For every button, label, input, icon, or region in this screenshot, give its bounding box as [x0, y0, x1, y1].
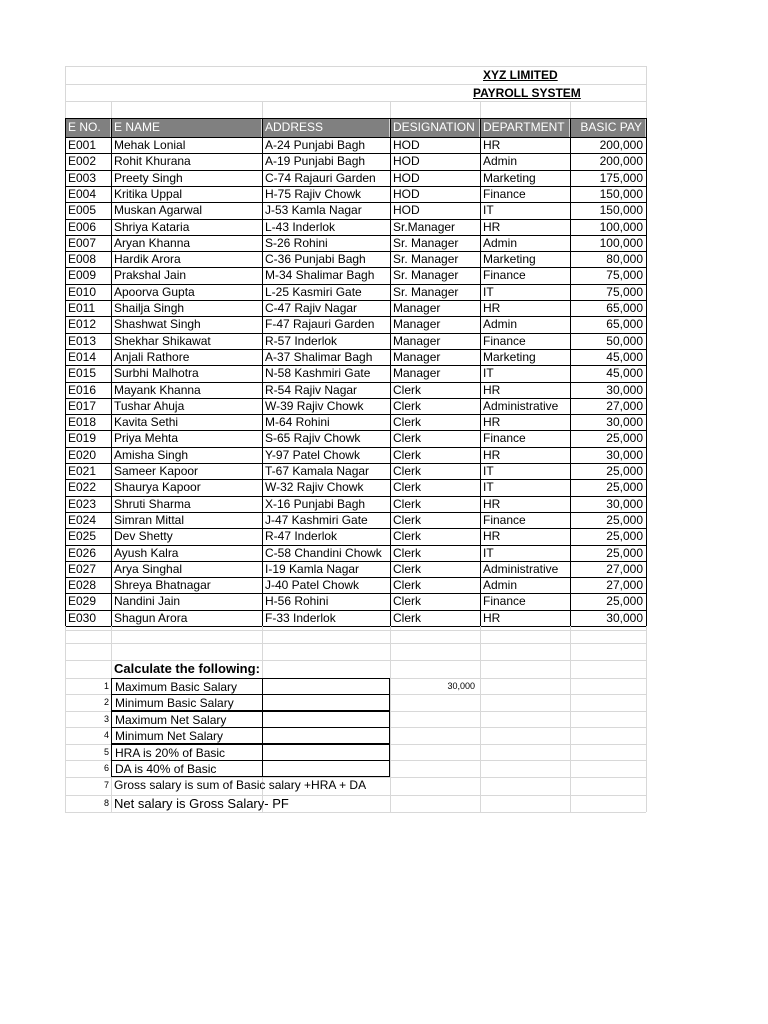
calc-index: 3 — [103, 714, 109, 724]
table-cell[interactable]: 27,000 — [606, 561, 643, 576]
payroll-system-title: PAYROLL SYSTEM — [473, 86, 581, 100]
table-cell[interactable]: Clerk — [393, 480, 422, 495]
grid-line — [65, 512, 646, 513]
table-cell[interactable]: Tushar Ahuja — [114, 398, 185, 413]
table-cell[interactable]: Admin — [483, 317, 518, 332]
table-cell[interactable]: Sr. Manager — [393, 235, 459, 250]
table-cell[interactable]: Finance — [483, 186, 526, 201]
table-cell[interactable]: C-58 Chandini Chowk — [265, 545, 382, 560]
table-cell[interactable]: 25,000 — [606, 529, 643, 544]
grid-line — [646, 626, 647, 812]
table-cell[interactable]: 150,000 — [599, 203, 643, 218]
table-cell[interactable]: Clerk — [393, 464, 422, 478]
table-cell[interactable]: 30,000 — [606, 415, 643, 430]
table-cell[interactable]: Admin — [483, 578, 518, 593]
table-cell[interactable]: Manager — [393, 317, 441, 332]
table-cell[interactable]: E009 — [68, 268, 97, 283]
table-cell[interactable]: X-16 Punjabi Bagh — [265, 496, 366, 511]
table-cell[interactable]: Mayank Khanna — [114, 382, 201, 397]
table-cell[interactable]: 200,000 — [599, 154, 643, 169]
table-cell[interactable]: E022 — [68, 480, 97, 495]
table-cell[interactable]: Y-97 Patel Chowk — [265, 447, 360, 462]
table-cell[interactable]: 65,000 — [606, 317, 643, 332]
result-value: 30,000 — [447, 681, 475, 691]
table-cell[interactable]: E028 — [68, 578, 97, 593]
table-cell[interactable]: M-34 Shalimar Bagh — [265, 268, 375, 283]
table-cell[interactable]: Preety Singh — [114, 170, 183, 185]
table-cell[interactable]: IT — [483, 464, 494, 478]
table-cell[interactable]: C-74 Rajauri Garden — [265, 170, 376, 185]
grid-line — [65, 577, 646, 578]
table-cell[interactable]: Sr. Manager — [393, 252, 459, 267]
table-cell[interactable]: E024 — [68, 512, 97, 527]
table-cell[interactable]: Clerk — [393, 382, 422, 397]
table-cell[interactable]: R-57 Inderlok — [265, 333, 338, 348]
table-cell[interactable]: Shruti Sharma — [114, 496, 191, 511]
table-cell[interactable]: E012 — [68, 317, 97, 332]
grid-line — [65, 186, 646, 187]
calc-input[interactable] — [262, 694, 390, 711]
grid-line — [65, 66, 646, 67]
table-cell[interactable]: E005 — [68, 203, 97, 218]
grid-line — [65, 430, 646, 431]
grid-line — [65, 463, 646, 464]
grid-line — [646, 118, 647, 626]
calc-index: 1 — [103, 681, 109, 691]
table-cell[interactable]: R-47 Inderlok — [265, 529, 338, 544]
table-cell[interactable]: L-25 Kasmiri Gate — [265, 284, 362, 299]
grid-line — [65, 561, 646, 562]
table-cell[interactable]: L-43 Inderlok — [265, 219, 336, 234]
table-cell[interactable]: E018 — [68, 415, 97, 430]
table-cell[interactable]: IT — [483, 545, 494, 560]
table-cell[interactable]: E014 — [68, 349, 97, 364]
table-cell[interactable]: Mehak Lonial — [114, 138, 186, 152]
table-cell[interactable]: Anjali Rathore — [114, 349, 190, 364]
table-cell[interactable]: Clerk — [393, 610, 422, 625]
calc-label: DA is 40% of Basic — [111, 760, 262, 777]
table-cell[interactable]: Dev Shetty — [114, 529, 173, 544]
table-cell[interactable]: Administrative — [483, 398, 559, 413]
table-cell[interactable]: E007 — [68, 235, 97, 250]
table-cell[interactable]: Marketing — [483, 349, 536, 364]
table-cell[interactable]: F-33 Inderlok — [265, 610, 336, 625]
grid-line — [390, 118, 391, 626]
table-cell[interactable]: Hardik Arora — [114, 252, 181, 267]
table-cell[interactable]: Sr.Manager — [393, 219, 456, 234]
grid-line — [570, 626, 571, 812]
table-cell[interactable]: 45,000 — [606, 366, 643, 381]
calc-input[interactable] — [262, 760, 390, 777]
table-cell[interactable]: 80,000 — [606, 252, 643, 267]
grid-line — [65, 496, 646, 497]
table-cell[interactable]: Amisha Singh — [114, 447, 189, 462]
calc-title: Calculate the following: — [114, 661, 260, 676]
table-cell[interactable]: HR — [483, 415, 501, 430]
company-title: XYZ LIMITED — [483, 68, 558, 82]
grid-line — [65, 382, 646, 383]
grid-line — [262, 101, 263, 118]
table-cell[interactable]: Shaurya Kapoor — [114, 480, 201, 495]
grid-line — [570, 118, 571, 626]
table-cell[interactable]: E016 — [68, 382, 97, 397]
table-cell[interactable]: Marketing — [483, 170, 536, 185]
table-cell[interactable]: HR — [483, 301, 501, 315]
table-cell[interactable]: E002 — [68, 154, 97, 169]
grid-line — [65, 101, 646, 102]
table-cell[interactable]: IT — [483, 203, 494, 218]
table-cell[interactable]: E001 — [68, 138, 97, 152]
grid-line — [480, 626, 481, 812]
table-cell[interactable]: Finance — [483, 431, 526, 446]
table-cell[interactable]: E008 — [68, 252, 97, 267]
table-cell[interactable]: E023 — [68, 496, 97, 511]
grid-line — [65, 316, 646, 317]
grid-line — [262, 118, 263, 626]
grid-line — [65, 202, 646, 203]
table-cell[interactable]: E010 — [68, 284, 97, 299]
table-cell[interactable]: E025 — [68, 529, 97, 544]
column-header[interactable]: E NAME — [111, 118, 262, 137]
table-cell[interactable]: Manager — [393, 333, 441, 348]
table-cell[interactable]: T-67 Kamala Nagar — [265, 464, 370, 478]
table-cell[interactable]: 75,000 — [606, 284, 643, 299]
table-cell[interactable]: E026 — [68, 545, 97, 560]
table-cell[interactable]: E029 — [68, 594, 97, 609]
table-cell[interactable]: W-32 Rajiv Chowk — [265, 480, 364, 495]
table-cell[interactable]: Shagun Arora — [114, 610, 188, 625]
calc-input[interactable] — [262, 744, 390, 761]
table-cell[interactable]: Clerk — [393, 496, 422, 511]
grid-line — [65, 626, 646, 627]
calc-input[interactable] — [262, 727, 390, 744]
calc-index: 2 — [103, 697, 109, 707]
table-cell[interactable]: Sr. Manager — [393, 284, 459, 299]
table-cell[interactable]: HR — [483, 138, 501, 152]
grid-line — [65, 235, 646, 236]
grid-line — [570, 101, 571, 118]
grid-line — [65, 66, 66, 118]
table-cell[interactable]: 150,000 — [599, 186, 643, 201]
table-cell[interactable]: Sr. Manager — [393, 268, 459, 283]
table-cell[interactable]: 100,000 — [599, 219, 643, 234]
calc-index: 6 — [103, 763, 109, 773]
table-cell[interactable]: E006 — [68, 219, 97, 234]
column-header[interactable]: DEPARTMENT — [480, 118, 570, 137]
grid-line — [65, 284, 646, 285]
calc-index: 5 — [103, 747, 109, 757]
table-cell[interactable]: Administrative — [483, 561, 559, 576]
grid-line — [65, 479, 646, 480]
grid-line — [65, 170, 646, 171]
column-header[interactable]: E NO. — [65, 118, 111, 137]
grid-line — [111, 101, 112, 118]
table-cell[interactable]: Clerk — [393, 512, 422, 527]
calc-input[interactable] — [262, 711, 390, 728]
calc-label: HRA is 20% of Basic — [111, 744, 262, 761]
table-cell[interactable]: J-53 Kamla Nagar — [265, 203, 362, 218]
table-cell[interactable]: E003 — [68, 170, 97, 185]
table-cell[interactable]: Apoorva Gupta — [114, 284, 195, 299]
grid-line — [65, 812, 646, 813]
grid-line — [65, 300, 646, 301]
table-cell[interactable]: R-54 Rajiv Nagar — [265, 382, 358, 397]
table-cell[interactable]: E021 — [68, 464, 97, 478]
table-cell[interactable]: J-40 Patel Chowk — [265, 578, 360, 593]
grid-line — [65, 398, 646, 399]
table-cell[interactable]: HR — [483, 382, 501, 397]
calc-label: Maximum Net Salary — [111, 711, 262, 728]
table-cell[interactable]: Shreya Bhatnagar — [114, 578, 211, 593]
table-cell[interactable]: Clerk — [393, 447, 422, 462]
grid-line — [646, 66, 647, 118]
table-cell[interactable]: S-26 Rohini — [265, 235, 328, 250]
table-cell[interactable]: HOD — [393, 154, 420, 169]
grid-line — [65, 610, 646, 611]
table-cell[interactable]: Shashwat Singh — [114, 317, 201, 332]
table-cell[interactable]: F-47 Rajauri Garden — [265, 317, 375, 332]
table-cell[interactable]: Admin — [483, 154, 518, 169]
table-cell[interactable]: E004 — [68, 186, 97, 201]
table-cell[interactable]: 65,000 — [606, 301, 643, 315]
grid-line — [65, 414, 646, 415]
table-cell[interactable]: 50,000 — [606, 333, 643, 348]
table-cell[interactable]: 27,000 — [606, 578, 643, 593]
table-cell[interactable]: 30,000 — [606, 447, 643, 462]
grid-line — [65, 118, 646, 119]
table-cell[interactable]: HR — [483, 529, 501, 544]
table-cell[interactable]: Finance — [483, 512, 526, 527]
table-cell[interactable]: HOD — [393, 203, 420, 218]
calc-label: Maximum Basic Salary — [111, 678, 262, 695]
grid-line — [65, 267, 646, 268]
calc-input[interactable] — [262, 678, 390, 695]
column-header[interactable]: ADDRESS — [262, 118, 390, 137]
table-cell[interactable]: HOD — [393, 138, 420, 152]
table-cell[interactable]: Clerk — [393, 561, 422, 576]
table-cell[interactable]: 25,000 — [606, 431, 643, 446]
grid-line — [65, 528, 646, 529]
table-cell[interactable]: Manager — [393, 301, 441, 315]
table-cell[interactable]: C-36 Punjabi Bagh — [265, 252, 366, 267]
table-cell[interactable]: Aryan Khanna — [114, 235, 191, 250]
grid-line — [65, 137, 646, 138]
grid-line — [390, 101, 391, 118]
table-cell[interactable]: 200,000 — [599, 138, 643, 152]
grid-line — [65, 593, 646, 594]
table-cell[interactable]: 175,000 — [599, 170, 643, 185]
grid-line — [480, 101, 481, 118]
calc-index: 8 — [103, 798, 109, 808]
table-cell[interactable]: 100,000 — [599, 235, 643, 250]
grid-line — [65, 349, 646, 350]
table-cell[interactable]: Shekhar Shikawat — [114, 333, 211, 348]
table-cell[interactable]: 45,000 — [606, 349, 643, 364]
table-cell[interactable]: Finance — [483, 594, 526, 609]
table-cell[interactable]: IT — [483, 480, 494, 495]
grid-line — [65, 153, 646, 154]
table-cell[interactable]: HOD — [393, 170, 420, 185]
table-cell[interactable]: Clerk — [393, 431, 422, 446]
grid-line — [65, 251, 646, 252]
table-cell[interactable]: E013 — [68, 333, 97, 348]
table-cell[interactable]: A-19 Punjabi Bagh — [265, 154, 366, 169]
table-cell[interactable]: S-65 Rajiv Chowk — [265, 431, 361, 446]
table-cell[interactable]: Clerk — [393, 594, 422, 609]
table-cell[interactable]: M-64 Rohini — [265, 415, 330, 430]
table-cell[interactable]: Manager — [393, 366, 441, 381]
table-cell[interactable]: Shailja Singh — [114, 301, 185, 315]
table-cell[interactable]: E020 — [68, 447, 97, 462]
grid-line — [111, 118, 112, 626]
table-cell[interactable]: 25,000 — [606, 545, 643, 560]
table-cell[interactable]: J-47 Kashmiri Gate — [265, 512, 368, 527]
table-cell[interactable]: HR — [483, 496, 501, 511]
table-cell[interactable]: 30,000 — [606, 496, 643, 511]
table-cell[interactable]: Shriya Kataria — [114, 219, 190, 234]
table-cell[interactable]: E017 — [68, 398, 97, 413]
table-cell[interactable]: E015 — [68, 366, 97, 381]
table-cell[interactable]: E030 — [68, 610, 97, 625]
table-cell[interactable]: Marketing — [483, 252, 536, 267]
grid-line — [65, 118, 66, 626]
table-cell[interactable]: C-47 Rajiv Nagar — [265, 301, 358, 315]
table-cell[interactable]: Admin — [483, 235, 518, 250]
table-cell[interactable]: 25,000 — [606, 464, 643, 478]
grid-line — [65, 333, 646, 334]
column-header[interactable]: BASIC PAY — [570, 118, 646, 137]
table-cell[interactable]: Muskan Agarwal — [114, 203, 203, 218]
table-cell[interactable]: Surbhi Malhotra — [114, 366, 199, 381]
table-cell[interactable]: IT — [483, 366, 494, 381]
table-cell[interactable]: Arya Singhal — [114, 561, 183, 576]
table-cell[interactable]: Clerk — [393, 578, 422, 593]
table-cell[interactable]: HR — [483, 447, 501, 462]
calc-index: 7 — [103, 780, 109, 790]
table-cell[interactable]: Manager — [393, 349, 441, 364]
table-cell[interactable]: HOD — [393, 186, 420, 201]
table-cell[interactable]: E011 — [68, 301, 96, 315]
table-cell[interactable]: N-58 Kashmiri Gate — [265, 366, 371, 381]
table-cell[interactable]: Clerk — [393, 545, 422, 560]
grid-line — [65, 365, 646, 366]
calc-label: Minimum Basic Salary — [111, 694, 262, 711]
table-cell[interactable]: W-39 Rajiv Chowk — [265, 398, 364, 413]
grid-line — [65, 545, 646, 546]
grid-line — [65, 643, 646, 644]
table-cell[interactable]: Kavita Sethi — [114, 415, 179, 430]
table-cell[interactable]: HR — [483, 610, 501, 625]
column-header[interactable]: DESIGNATION — [390, 118, 480, 137]
table-cell[interactable]: Prakshal Jain — [114, 268, 187, 283]
calc-label: Gross salary is sum of Basic salary +HRA + DA — [114, 778, 367, 792]
table-cell[interactable]: A-37 Shalimar Bagh — [265, 349, 373, 364]
table-cell[interactable]: Kritika Uppal — [114, 186, 183, 201]
table-cell[interactable]: A-24 Punjabi Bagh — [265, 138, 366, 152]
table-cell[interactable]: Clerk — [393, 415, 422, 430]
grid-line — [65, 630, 646, 631]
calc-label: Net salary is Gross Salary- PF — [114, 796, 289, 811]
table-cell[interactable]: 30,000 — [606, 610, 643, 625]
table-cell[interactable]: Sameer Kapoor — [114, 464, 199, 478]
table-cell[interactable]: E019 — [68, 431, 97, 446]
table-cell[interactable]: Priya Mehta — [114, 431, 179, 446]
table-cell[interactable]: Finance — [483, 333, 526, 348]
table-cell[interactable]: HR — [483, 219, 501, 234]
table-cell[interactable]: 75,000 — [606, 268, 643, 283]
grid-line — [65, 84, 646, 85]
table-cell[interactable]: 25,000 — [606, 594, 643, 609]
table-cell[interactable]: 25,000 — [606, 512, 643, 527]
table-cell[interactable]: Clerk — [393, 398, 422, 413]
table-cell[interactable]: H-56 Rohini — [265, 594, 329, 609]
table-cell[interactable]: Rohit Khurana — [114, 154, 191, 169]
table-cell[interactable]: H-75 Rajiv Chowk — [265, 186, 362, 201]
table-cell[interactable]: Finance — [483, 268, 526, 283]
table-cell[interactable]: Ayush Kalra — [114, 545, 179, 560]
grid-line — [480, 118, 481, 626]
table-cell[interactable]: 30,000 — [606, 382, 643, 397]
grid-line — [65, 447, 646, 448]
grid-line — [65, 219, 646, 220]
table-cell[interactable]: E027 — [68, 561, 97, 576]
table-cell[interactable]: IT — [483, 284, 494, 299]
table-cell[interactable]: Clerk — [393, 529, 422, 544]
table-cell[interactable]: 25,000 — [606, 480, 643, 495]
table-cell[interactable]: Simran Mittal — [114, 512, 185, 527]
table-cell[interactable]: 27,000 — [606, 398, 643, 413]
calc-label: Minimum Net Salary — [111, 727, 262, 744]
table-cell[interactable]: Nandini Jain — [114, 594, 181, 609]
table-cell[interactable]: I-19 Kamla Nagar — [265, 561, 360, 576]
calc-index: 4 — [103, 730, 109, 740]
